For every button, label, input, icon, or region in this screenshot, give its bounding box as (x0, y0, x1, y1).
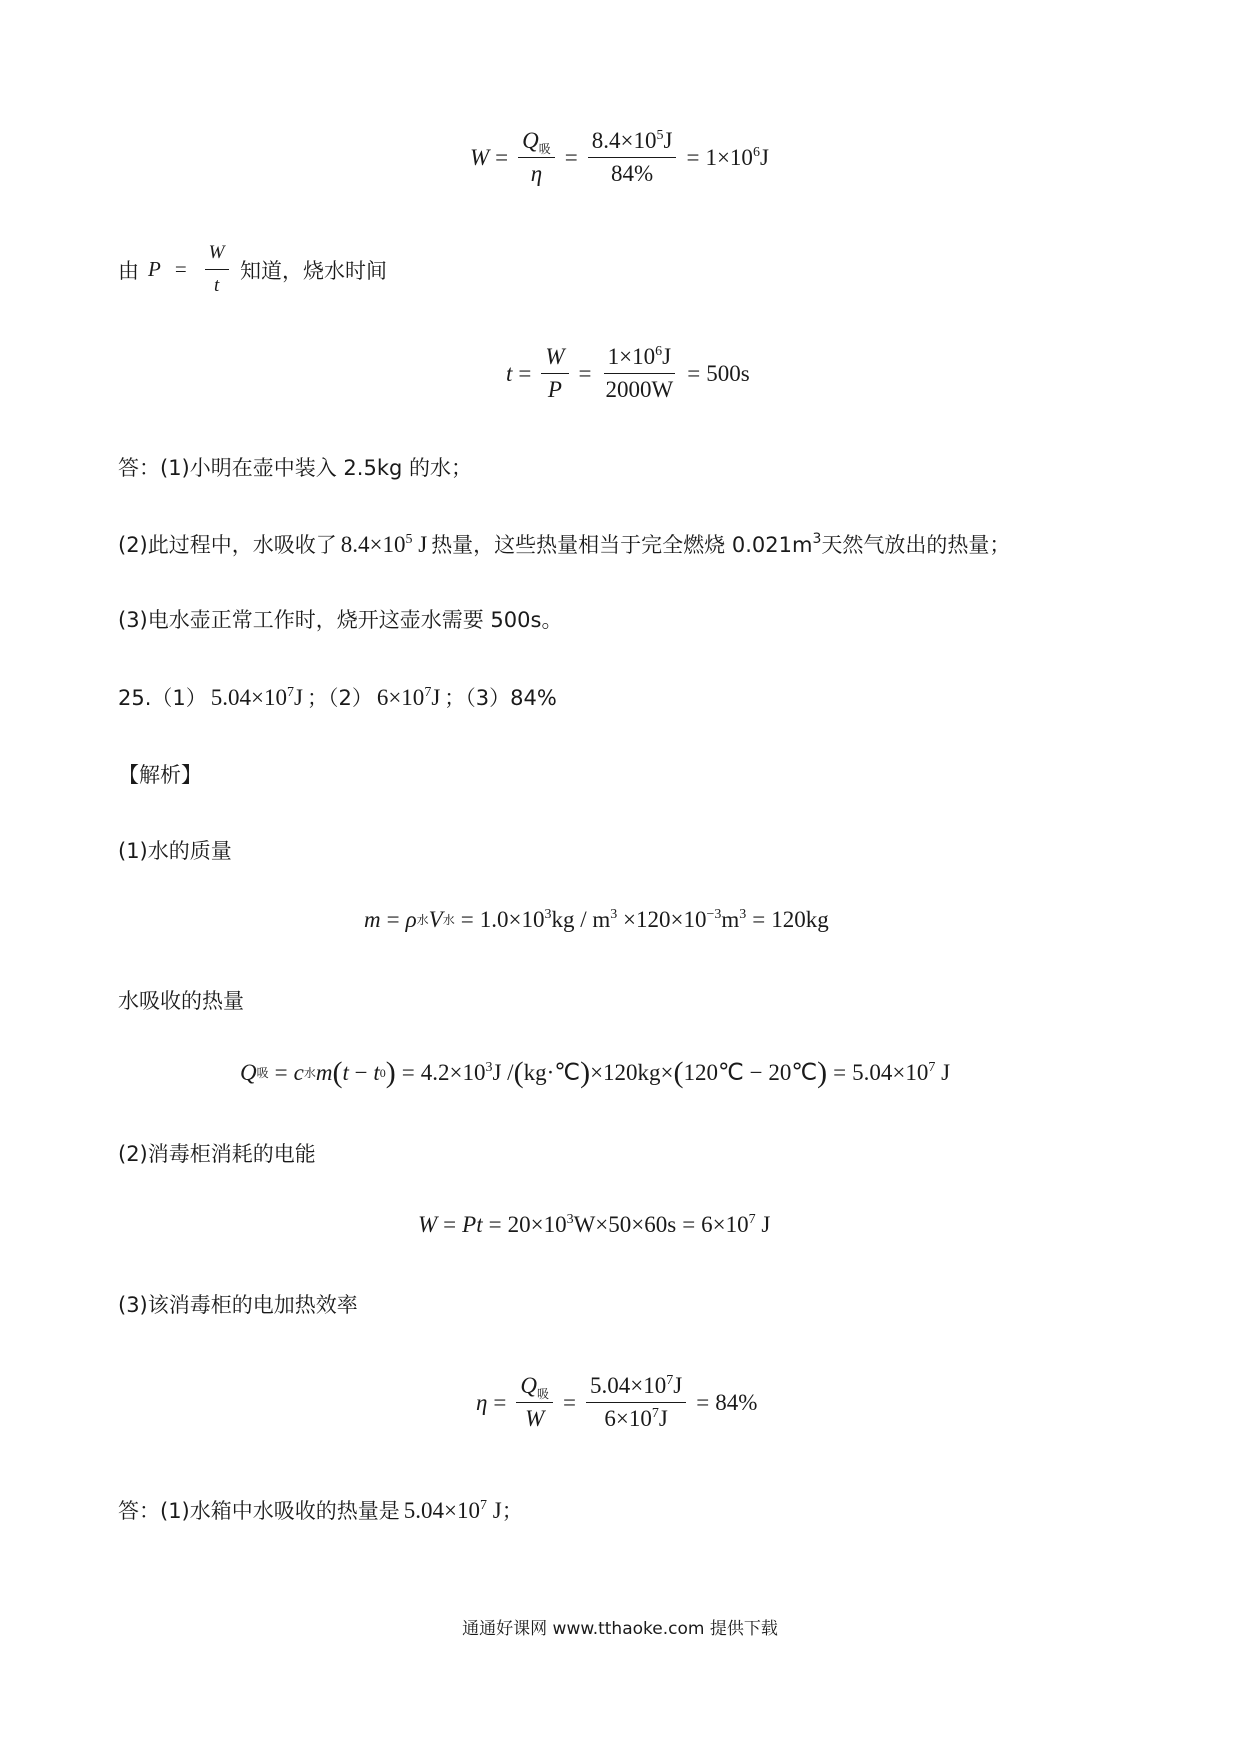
answer-3: (3)电水壶正常工作时，烧开这壶水需要 500s。 (118, 608, 563, 632)
page-footer: 通通好课网 www.tthaoke.com 提供下载 (462, 1619, 778, 1639)
equation-mass: m = ρ 水 V 水 = $1.0\times 10^3kg / m^3 \times 120\times 10^{-3}m^3$ = 120kg (364, 907, 829, 932)
step-1b-label: 水吸收的热量 (118, 989, 244, 1013)
equation-efficiency: η = $\frac{Q_吸}{W}$ = $\frac{5.04\times 10^7J}{6\times 10^7J}$ = 84% (476, 1373, 758, 1431)
step-2-label: (2)消毒柜消耗的电能 (118, 1142, 316, 1166)
answer-2: (2)此过程中，水吸收了 $8.4\times 10^5$ J 热量，这些热量相当于完全燃烧 $0.021m^3$天然气放出的热量； (118, 531, 1011, 557)
equation-heat-absorbed: Q 吸 = c 水 m ( t − t 0 ) = $4.2\times 10^3J$ / ( kg·℃ ) ×120kg× ( 120℃ − 20℃ ) = $5.04\times 10^7$ J (240, 1056, 951, 1089)
step-3-label: (3)该消毒柜的电加热效率 (118, 1293, 358, 1317)
text-power-formula-rest: 知道，烧水时间 (240, 259, 387, 283)
equation-work-from-efficiency: W = $\frac{Q_吸}{\eta}$ = $\frac{8.4\times 10^5J}{84\%}$ = $1\times 10^6J$ (470, 128, 769, 186)
inline-power-formula: P = $\frac{W}{t}$ (148, 240, 233, 299)
section-analysis-heading: 【解析】 (118, 763, 202, 787)
equation-electric-energy: W = Pt = $20\times 10^3W\times 50\times 60s$ = $6\times 10^7$ J (418, 1212, 771, 1237)
question-25-answers: 25.（1） $5.04\times 10^7J$ ；（2） $6\times 10^7J$ ；（3）84% (118, 685, 557, 710)
answer-1: 答：(1)小明在壶中装入 2.5kg 的水； (118, 456, 472, 480)
step-1-label: (1)水的质量 (118, 839, 232, 863)
equation-time: t = $\frac{W}{P}$ = $\frac{1\times 10^6J}{2000W}$ = 500s (506, 344, 750, 402)
text-power-formula-intro: 由 (118, 259, 139, 283)
answer-4: 答：(1)水箱中水吸收的热量是 $5.04\times 10^7$ J； (118, 1498, 523, 1523)
